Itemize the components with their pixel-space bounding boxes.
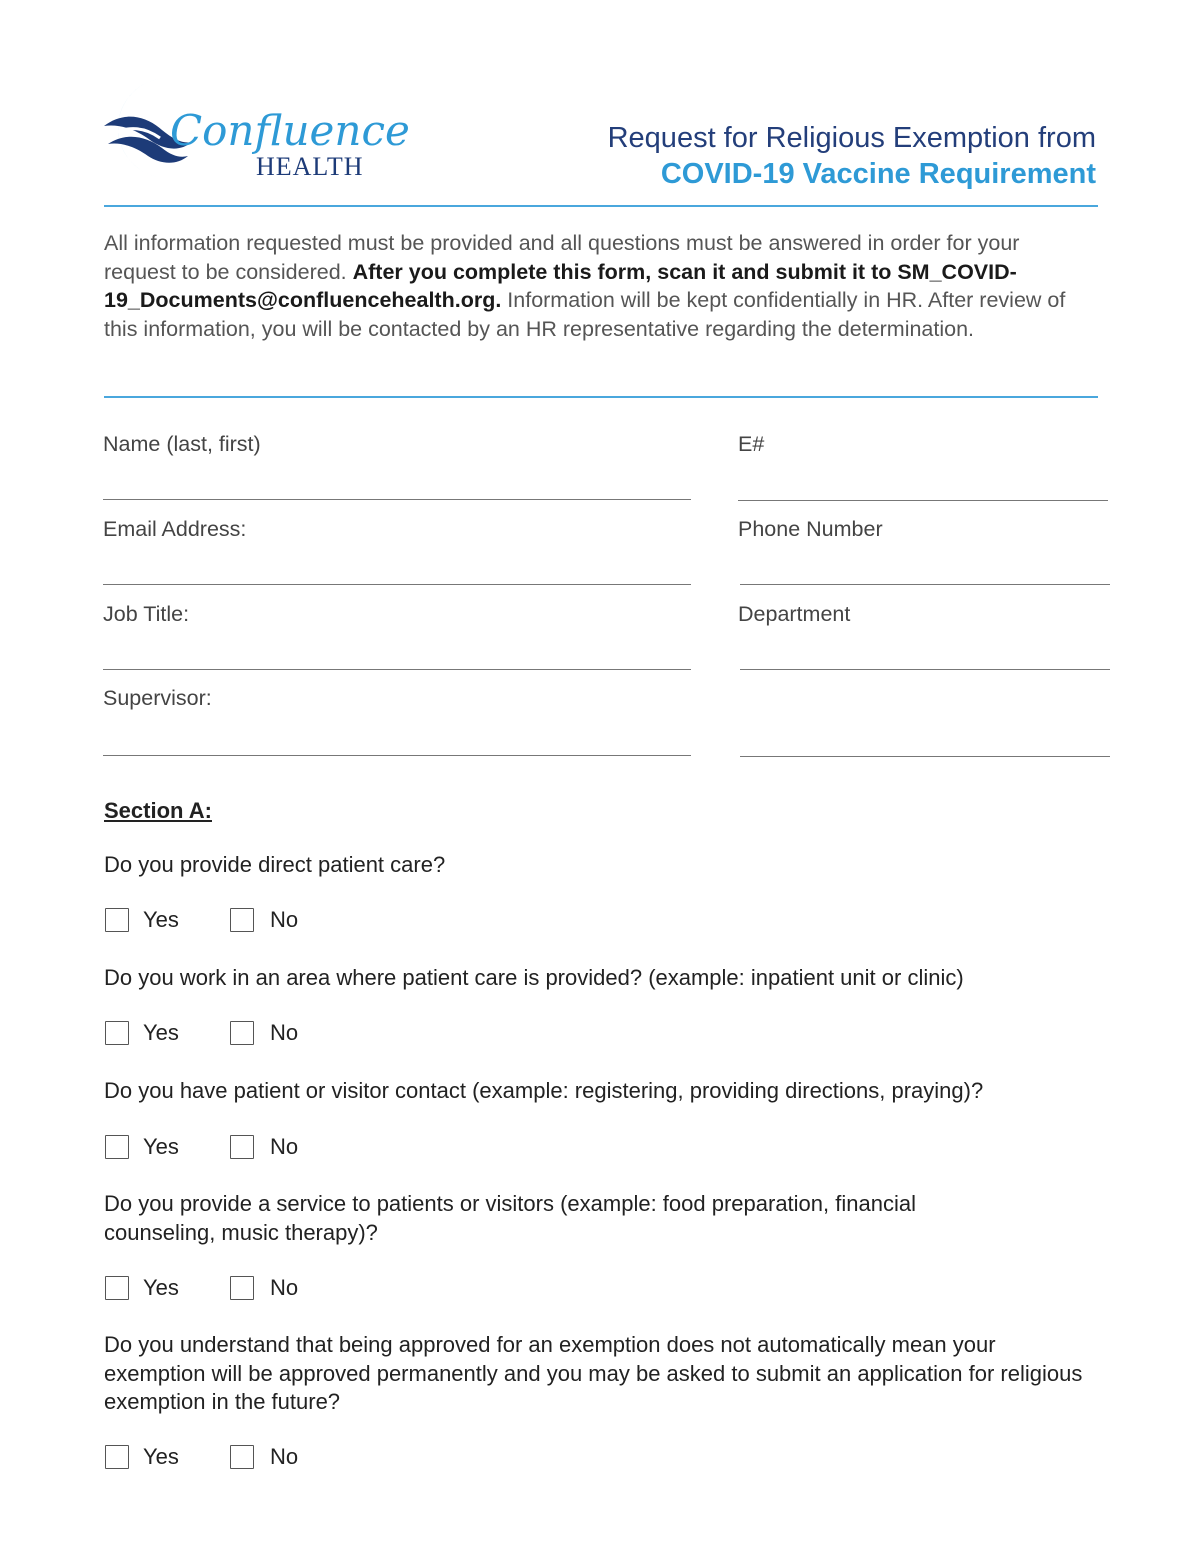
logo-subtitle: HEALTH bbox=[256, 152, 364, 181]
q4-no-label: No bbox=[270, 1275, 299, 1300]
intro-divider bbox=[104, 396, 1098, 398]
q4-no-option[interactable] bbox=[230, 1275, 298, 1301]
q2-no-option[interactable] bbox=[230, 1020, 298, 1046]
name-field[interactable] bbox=[103, 499, 691, 500]
question-2: Do you work in an area where patient care is provided? (example: inpatient unit or clinic) bbox=[104, 965, 964, 990]
q1-yes-checkbox[interactable] bbox=[105, 908, 129, 932]
email-field[interactable] bbox=[103, 584, 691, 585]
q1-no-option[interactable] bbox=[230, 907, 298, 933]
phone-field[interactable] bbox=[740, 584, 1110, 585]
department-field[interactable] bbox=[740, 669, 1110, 670]
q5-no-checkbox[interactable] bbox=[230, 1445, 254, 1469]
q5-no-label: No bbox=[270, 1444, 299, 1469]
supervisor-label: Supervisor: bbox=[103, 686, 212, 710]
section-a-title: Section A: bbox=[104, 798, 212, 823]
q3-yes-checkbox[interactable] bbox=[105, 1135, 129, 1159]
question-5: Do you understand that being approved for an exemption does not automatically mean your exemption will be approved permanently and you may be asked to submit an application for religious exemption in the future? bbox=[104, 1332, 1083, 1414]
q2-no-label: No bbox=[270, 1020, 299, 1045]
job-title-label: Job Title: bbox=[103, 602, 190, 626]
q4-yes-label: Yes bbox=[143, 1275, 179, 1300]
intro-text-1: All information requested must be provided and all questions must be answered in order for your request to be considered. bbox=[104, 231, 1020, 284]
q4-yes-checkbox[interactable] bbox=[105, 1276, 129, 1300]
q4-yes-option[interactable] bbox=[105, 1275, 179, 1301]
q3-no-checkbox[interactable] bbox=[230, 1135, 254, 1159]
q1-yes-option[interactable] bbox=[105, 907, 179, 933]
intro-text-bold: After you complete this form, scan it and submit it to SM_COVID-19_Documents@confluencehealth.org. bbox=[104, 259, 1017, 312]
q1-no-checkbox[interactable] bbox=[230, 908, 254, 932]
q3-no-option[interactable] bbox=[230, 1134, 298, 1160]
blank-field[interactable] bbox=[740, 756, 1110, 757]
job-title-field[interactable] bbox=[103, 669, 691, 670]
email-label: Email Address: bbox=[103, 517, 247, 541]
q1-yes-label: Yes bbox=[143, 907, 179, 932]
q3-yes-label: Yes bbox=[143, 1134, 179, 1159]
q4-no-checkbox[interactable] bbox=[230, 1276, 254, 1300]
enumber-label: E# bbox=[738, 432, 765, 456]
intro-text-2: Information will be kept confidentially in HR. After review of this information, you will be contacted by an HR representative regarding the determination. bbox=[104, 288, 1066, 341]
name-label: Name (last, first) bbox=[103, 432, 261, 456]
q3-yes-option[interactable] bbox=[105, 1134, 179, 1160]
question-4: Do you provide a service to patients or visitors (example: food preparation, financial counseling, music therapy)? bbox=[104, 1191, 916, 1245]
logo-wordmark: Confluence bbox=[170, 106, 410, 155]
q5-yes-option[interactable] bbox=[105, 1444, 179, 1470]
question-3: Do you have patient or visitor contact (example: registering, providing directions, praying)? bbox=[104, 1078, 984, 1103]
form-title-line2: COVID-19 Vaccine Requirement bbox=[660, 158, 1096, 190]
q1-no-label: No bbox=[270, 907, 299, 932]
q2-yes-label: Yes bbox=[143, 1020, 179, 1045]
form-title-line1: Request for Religious Exemption from bbox=[607, 122, 1096, 154]
header-divider bbox=[104, 205, 1098, 207]
q5-yes-label: Yes bbox=[143, 1444, 179, 1469]
q2-yes-checkbox[interactable] bbox=[105, 1021, 129, 1045]
q2-no-checkbox[interactable] bbox=[230, 1021, 254, 1045]
phone-label: Phone Number bbox=[738, 517, 883, 541]
q2-yes-option[interactable] bbox=[105, 1020, 179, 1046]
enumber-field[interactable] bbox=[738, 500, 1108, 501]
q5-no-option[interactable] bbox=[230, 1444, 298, 1470]
supervisor-field[interactable] bbox=[103, 755, 691, 756]
question-1: Do you provide direct patient care? bbox=[104, 852, 446, 877]
q3-no-label: No bbox=[270, 1134, 299, 1159]
q5-yes-checkbox[interactable] bbox=[105, 1445, 129, 1469]
intro-paragraph bbox=[104, 229, 1094, 343]
department-label: Department bbox=[738, 602, 851, 626]
